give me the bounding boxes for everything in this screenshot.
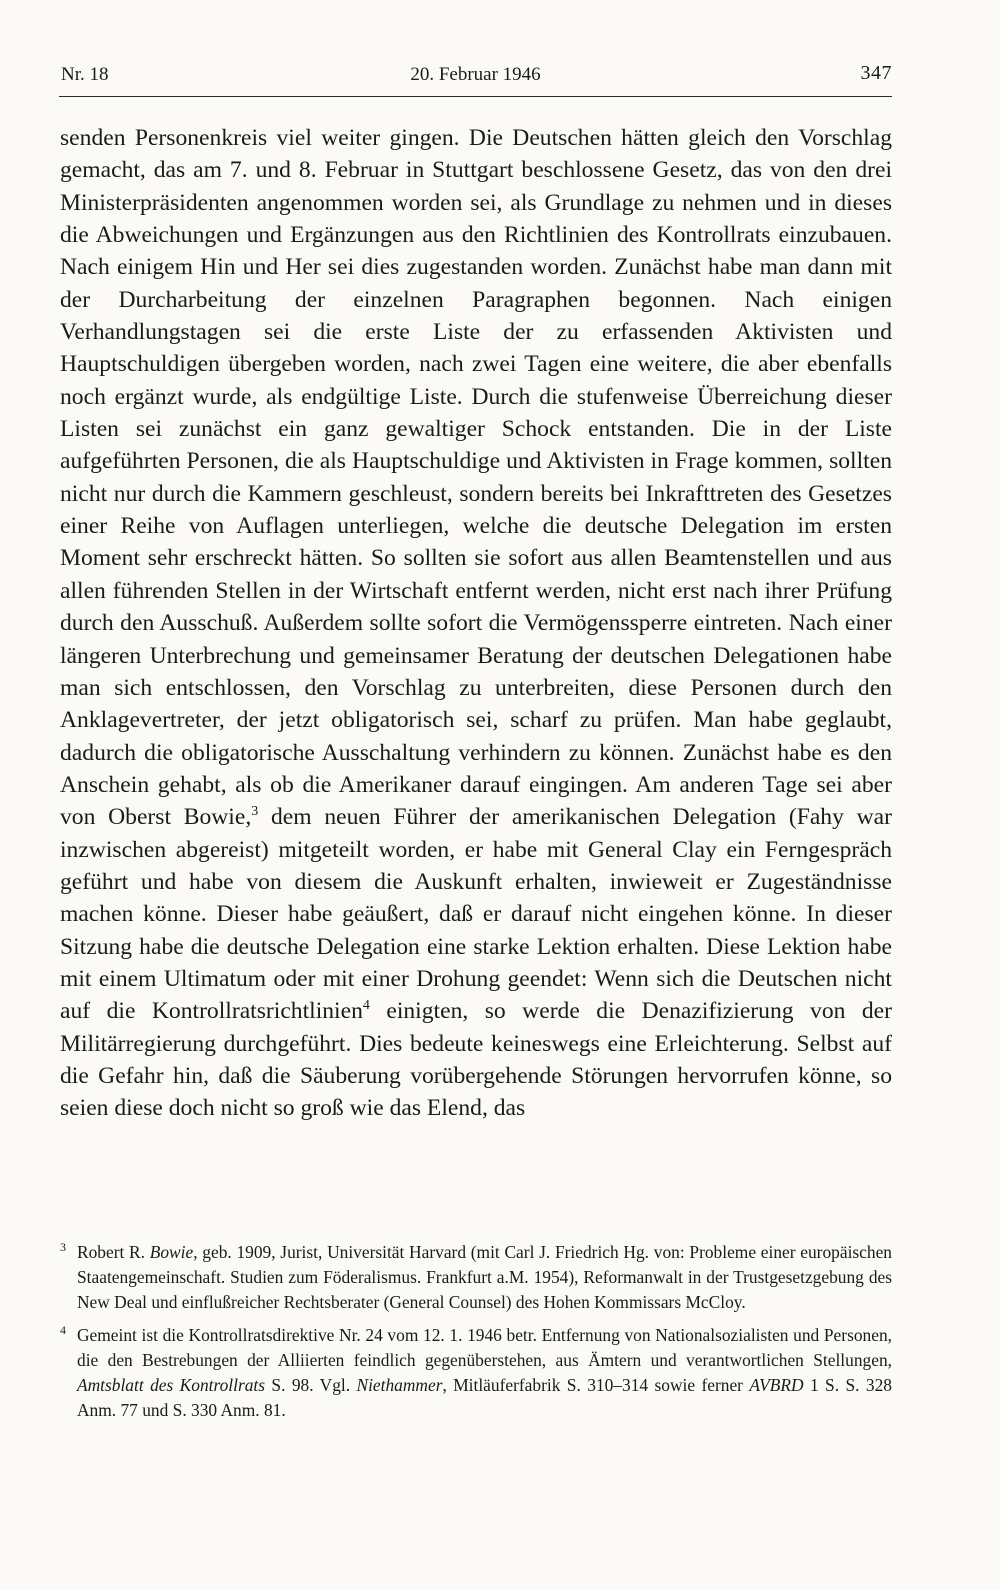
footnote-text: S. 98. Vgl. bbox=[265, 1374, 357, 1395]
body-text-segment: senden Personenkreis viel weiter gingen. Die Deutschen hätten gleich den Vorschlag gemacht, das am 7. und 8. Februar in Stuttgart beschlossene Gesetz, das von den drei Ministerpräsidenten angenommen worden sei, als Grundlage zu nehmen und in dieses die Abweichungen und Ergänzungen aus den Richtlinien des Kontrollrats einzubauen. Nach einigem Hin und Her sei dies zugestanden worden. Zunächst habe man dann mit der Durcharbeitung der einzelnen Paragraphen begonnen. Nach einigen Verhandlungstagen sei die erste Liste der zu erfassenden Aktivisten und Hauptschuldigen übergeben worden, nach zwei Tagen eine weitere, die aber ebenfalls noch ergänzt wurde, als endgültige Liste. Durch die stufenweise Überreichung dieser Listen sei zunächst ein ganz gewaltiger Schock entstanden. Die in der Liste aufgeführten Personen, die als Hauptschuldige und Aktivisten in Frage kommen, sollten nicht nur durch die Kammern geschleust, sondern bereits bei Inkrafttreten des Gesetzes einer Reihe von Auflagen unterliegen, welche die deutsche Delegation im ersten Moment sehr erschreckt hätten. So sollten sie sofort aus allen Beamtenstellen und aus allen führenden Stellen in der Wirtschaft entfernt werden, nicht erst nach ihrer Prüfung durch den Ausschuß. Außerdem sollte sofort die Vermögenssperre eintreten. Nach einer längeren Unterbrechung und gemeinsamer Beratung der deutschen Delegationen habe man sich entschlossen, den Vorschlag zu unterbreiten, diese Personen durch den Anklagevertreter, der jetzt obligatorisch sei, scharf zu prüfen. Man habe geglaubt, dadurch die obligatorische Ausschaltung verhindern zu können. Zunächst habe es den Anschein gehabt, als ob die Amerikaner darauf eingingen. Am anderen Tage sei aber von Oberst Bowie, bbox=[60, 125, 892, 831]
page-number: 347 bbox=[860, 62, 892, 84]
document-number: Nr. 18 bbox=[61, 64, 109, 85]
footnote-number: 4 bbox=[60, 1323, 66, 1338]
footnote bbox=[60, 1240, 892, 1314]
footnote-reference[interactable]: 4 bbox=[362, 998, 370, 1014]
footnotes bbox=[60, 1240, 892, 1432]
header-date: 20. Februar 1946 bbox=[410, 64, 541, 85]
footnote-emphasis: Bowie bbox=[149, 1242, 194, 1262]
footnote-number: 3 bbox=[60, 1240, 66, 1254]
footnote-text: Robert R. bbox=[77, 1242, 150, 1262]
footnote-text: 1 S. S. 328 Anm. 77 und S. 330 Anm. 81. bbox=[77, 1374, 892, 1420]
body-paragraph bbox=[60, 122, 892, 1125]
footnote-text: , Mitläuferfabrik S. 310–314 sowie ferner bbox=[442, 1374, 750, 1395]
footnote bbox=[60, 1323, 892, 1422]
footnote-text: Gemeint ist die Kontrollratsdirektive Nr. 24 vom 12. 1. 1946 betr. Entfernung von Nationalsozialisten und Personen, die den Bestrebungen der Alliierten feindlich gegenüberstehen, aus Ämtern und verantwortlichen Stellungen, bbox=[77, 1325, 892, 1371]
body-text-segment: einigten, so werde die Denazifizierung von der Militärregierung durchgeführt. Dies bedeute keineswegs eine Erleichterung. Selbst auf die Gefahr hin, daß die Säuberung vorübergehende Störungen hervorrufen könne, so seien diese doch nicht so groß wie das Elend, das bbox=[60, 998, 893, 1122]
footnote-text: , geb. 1909, Jurist, Universität Harvard (mit Carl J. Friedrich Hg. von: Probleme einer europäischen Staatengemeinschaft. Studien zum Föderalismus. Frankfurt a.M. 1954), Reformanwalt in der Trustgesetzgebung des New Deal und einflußreicher Rechtsberater (General Counsel) des Hohen Kommissars McCloy. bbox=[77, 1242, 892, 1312]
footnote-emphasis: Amtsblatt des Kontrollrats bbox=[77, 1374, 266, 1395]
footnote-reference[interactable]: 3 bbox=[251, 804, 259, 820]
footnote-emphasis: AVBRD bbox=[749, 1374, 804, 1395]
running-header bbox=[59, 62, 892, 97]
body-text-segment: dem neuen Führer der amerikanischen Delegation (Fahy war inzwischen abgereist) mitgeteilt worden, er habe mit General Clay ein Ferngespräch geführt und habe von diesem die Auskunft erhalten, inwieweit er Zugeständnisse machen könne. Dieser habe geäußert, daß er darauf nicht eingehen könne. In dieser Sitzung habe die deutsche Delegation eine starke Lektion erhalten. Diese Lektion habe mit einem Ultimatum oder mit einer Drohung geendet: Wenn sich die Deutschen nicht auf die Kontrollratsrichtlinien bbox=[60, 804, 892, 1025]
footnote-emphasis: Niethammer bbox=[356, 1374, 443, 1395]
